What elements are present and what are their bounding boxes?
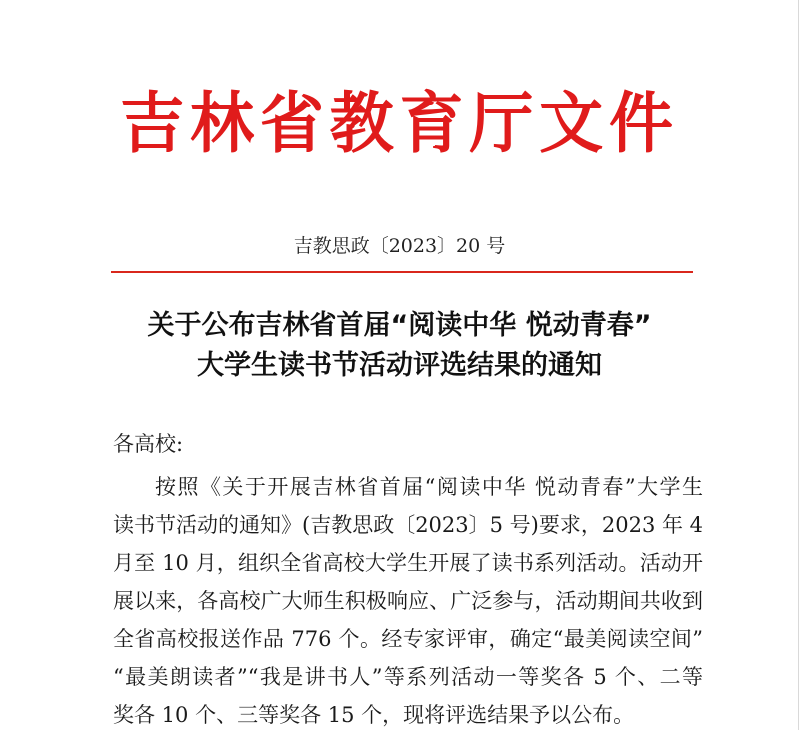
body-line-1: 按照《关于开展吉林省首届“阅读中华 悦动青春”大学生 [155,475,703,499]
salutation: 各高校: [113,432,184,456]
notice-title-line-2: 大学生读书节活动评选结果的通知 [197,350,602,381]
body-line-3: 月至 10 月，组织全省高校大学生开展了读书系列活动。活动开 [113,551,703,575]
body-line-6: “最美朗读者”“我是讲书人”等系列活动一等奖各 5 个、二等 [113,665,703,689]
body-line-2: 读书节活动的通知》(吉教思政〔2023〕5 号)要求，2023 年 4 [113,513,704,537]
notice-title-line-1: 关于公布吉林省首届“阅读中华 悦动青春” [147,310,652,341]
body-line-5: 全省高校报送作品 776 个。经专家评审，确定“最美阅读空间” [113,627,703,651]
body-line-7: 奖各 10 个、三等奖各 15 个，现将评选结果予以公布。 [113,703,635,727]
red-divider-line [111,271,693,273]
document-number: 吉教思政〔2023〕20 号 [293,235,506,257]
body-line-4: 展以来，各高校广大师生积极响应、广泛参与，活动期间共收到 [113,589,703,613]
issuer-masthead: 吉林省教育厅文件 [120,85,679,162]
